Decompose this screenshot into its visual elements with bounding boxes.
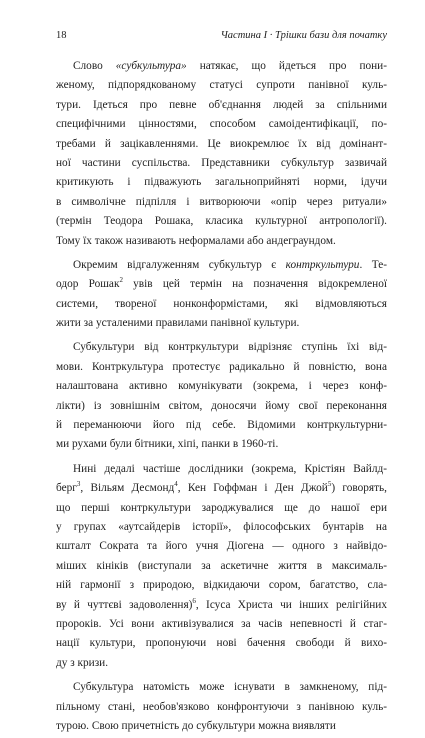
text-line bbox=[56, 678, 387, 697]
text-run: требами й зацікавленнями. Це виокремлює їх від домінант- bbox=[56, 137, 387, 150]
text-run: Субкультури від контркультури відрізняє ступінь їхі від- bbox=[73, 341, 387, 354]
text-line bbox=[56, 654, 387, 673]
body-text bbox=[56, 57, 387, 738]
text-line bbox=[56, 634, 387, 653]
text-line bbox=[56, 115, 387, 134]
text-run: мови. Контркультура протестує радикально й повністю, вона bbox=[56, 360, 387, 373]
footnote-ref: 4 bbox=[174, 480, 178, 489]
text-run: ної частини суспільства. Представники субкультур зазвичай bbox=[56, 156, 387, 169]
text-line bbox=[56, 275, 387, 294]
page-number: 18 bbox=[56, 30, 67, 41]
text-run: що перші контркультури зароджувалися ще до нашої ери bbox=[56, 501, 387, 514]
text-run: Нині дедалі частіше дослідники (зокрема, Крістіян Вайлд- bbox=[73, 462, 387, 475]
text-run: нації культури, пропонуючи нові бачення свободи й вихо- bbox=[56, 637, 387, 650]
text-run: й переманюючи його під себе. Відомими контркультурни- bbox=[56, 419, 387, 432]
text-line bbox=[56, 295, 387, 314]
running-head: Частина I · Трішки бази для початку bbox=[220, 30, 387, 41]
text-run: ми рухами були бітники, хіпі, панки в 1960-ті. bbox=[56, 438, 279, 451]
paragraph bbox=[56, 57, 387, 251]
text-line bbox=[56, 576, 387, 595]
text-line bbox=[56, 232, 387, 251]
text-run: тури. Ідеться про певне об'єднання людей за спільними bbox=[56, 98, 387, 111]
paragraph bbox=[56, 256, 387, 334]
text-run: пророків. Усі вони активізувалися за часів непевності й стаг- bbox=[56, 617, 387, 630]
text-line bbox=[56, 435, 387, 454]
text-run: ) говорять, bbox=[331, 482, 387, 495]
text-line bbox=[56, 256, 387, 275]
footnote-ref: 5 bbox=[327, 480, 332, 489]
text-run: критикують і підважують загальноприйняті норми, ідучи bbox=[56, 176, 387, 189]
text-run: женому, підпорядкованому статусі супроти панівної куль- bbox=[56, 79, 387, 92]
text-run: ду з кризи. bbox=[56, 656, 109, 669]
text-line bbox=[56, 499, 387, 518]
text-line bbox=[56, 479, 387, 498]
text-run: , Ісуса Христа чи інших релігійних bbox=[195, 598, 387, 611]
text-run: (термін Теодора Рошака, класика культурної антропології). bbox=[56, 215, 387, 228]
italic-term: контркультури bbox=[285, 258, 360, 271]
text-line bbox=[56, 615, 387, 634]
text-run: пільному стані, необов'язково конфронтуючи з панівною куль- bbox=[56, 700, 387, 713]
text-run: одор Рошак bbox=[56, 278, 120, 291]
paragraph bbox=[56, 678, 387, 736]
text-run: . Те- bbox=[359, 258, 387, 271]
text-line bbox=[56, 397, 387, 416]
text-line bbox=[56, 358, 387, 377]
text-line bbox=[56, 416, 387, 435]
text-line bbox=[56, 96, 387, 115]
text-line bbox=[56, 557, 387, 576]
text-run: кшталт Сократа та його учня Діогена — одного з найвідо- bbox=[56, 540, 387, 553]
text-line bbox=[56, 377, 387, 396]
text-run: берг bbox=[56, 482, 77, 495]
text-line bbox=[56, 154, 387, 173]
text-line bbox=[56, 314, 387, 333]
text-run: Окремим відгалуженням субкультур є bbox=[73, 258, 286, 271]
text-line bbox=[56, 193, 387, 212]
text-line bbox=[56, 518, 387, 537]
text-run: в символічне підпілля і витворюючи «опір через ритуали» bbox=[56, 195, 387, 208]
text-line bbox=[56, 596, 387, 615]
text-run: міших кініків (виступали за аскетичне життя в максималь- bbox=[56, 559, 387, 572]
text-run: ній гармонії з природою, відкидаючи сором, багатство, сла- bbox=[56, 579, 387, 592]
page-header bbox=[56, 30, 387, 44]
text-run: натякає, що йдеться про пони- bbox=[186, 60, 387, 72]
text-line bbox=[56, 135, 387, 154]
text-line bbox=[56, 173, 387, 192]
italic-term: «субкультура» bbox=[115, 60, 187, 72]
text-run: лікти) із зовнішнім світом, доносячи йому свої переконання bbox=[56, 399, 387, 412]
text-line bbox=[56, 57, 387, 76]
text-run: системи, твореної нонконформістами, які відмовляються bbox=[56, 297, 387, 310]
text-run: , Кен Гоффман і Ден Джой bbox=[177, 482, 328, 495]
text-run: Слово bbox=[73, 60, 116, 72]
text-line bbox=[56, 212, 387, 231]
footnote-ref: 3 bbox=[76, 480, 81, 489]
text-run: турою. Свою причетність до субкультури можна виявляти bbox=[56, 719, 336, 732]
text-run: , Вільям Десмонд bbox=[80, 482, 175, 495]
paragraph bbox=[56, 338, 387, 454]
text-run: специфічними цінностями, способом самоідентифікації, по- bbox=[56, 118, 387, 131]
paragraph bbox=[56, 460, 387, 673]
text-line bbox=[56, 698, 387, 717]
text-run: жити за усталеними правилами панівної культури. bbox=[56, 317, 300, 330]
footnote-ref: 2 bbox=[119, 276, 123, 285]
text-line bbox=[56, 76, 387, 95]
text-line bbox=[56, 717, 387, 736]
text-run: ву й чуттєві задоволення) bbox=[56, 598, 193, 611]
text-line bbox=[56, 537, 387, 556]
footnote-ref: 6 bbox=[192, 596, 196, 605]
text-line bbox=[56, 338, 387, 357]
text-run: увів цей термін на позначення відокремленої bbox=[122, 278, 387, 291]
text-run: налаштована активно комунікувати (зокрема, і через конф- bbox=[56, 380, 387, 393]
text-line bbox=[56, 460, 387, 479]
text-run: у групах «аутсайдерів історії», філософських бунтарів на bbox=[56, 520, 387, 533]
text-run: Субкультура натомість може існувати в замкненому, під- bbox=[73, 681, 387, 694]
text-run: Тому їх також називають неформалами або андеграундом. bbox=[56, 234, 336, 247]
